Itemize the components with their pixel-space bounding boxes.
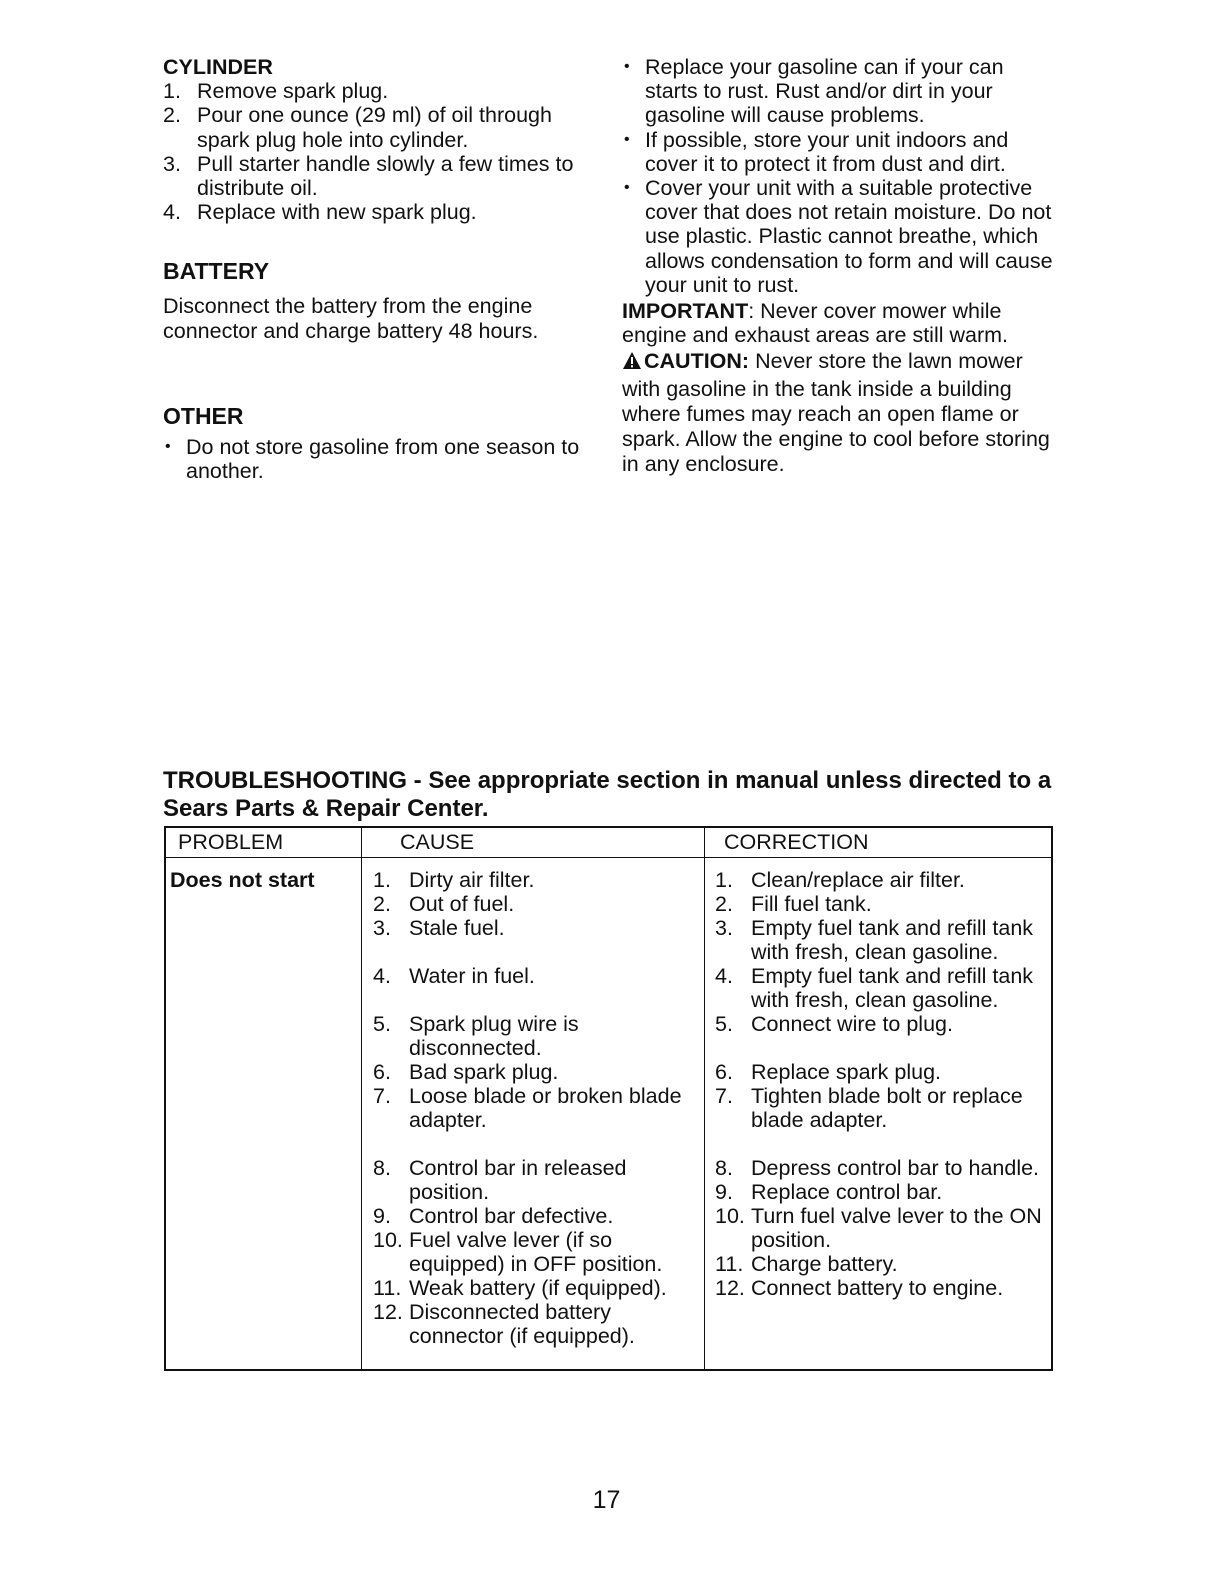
step-number: 1. xyxy=(163,79,181,104)
list-item xyxy=(163,103,583,151)
item-text: Replace control bar. xyxy=(751,1180,943,1204)
list-item xyxy=(715,1252,1055,1276)
list-item xyxy=(715,1060,1055,1084)
other-bullets xyxy=(163,435,583,483)
list-item xyxy=(622,176,1062,297)
list-item xyxy=(373,868,703,892)
item-number: 3. xyxy=(715,916,733,940)
list-item xyxy=(622,55,1062,128)
storage-bullets xyxy=(622,55,1062,297)
list-item xyxy=(715,868,1055,892)
cylinder-steps xyxy=(163,79,583,224)
important-note xyxy=(622,299,1062,347)
list-item xyxy=(373,1300,703,1348)
item-text: Connect battery to engine. xyxy=(751,1276,1004,1300)
item-number: 12. xyxy=(373,1300,403,1324)
bullet-text: Replace your gasoline can if your can starts to rust. Rust and/or dirt in your gasoline will cause problems. xyxy=(645,55,1004,128)
right-column xyxy=(622,55,1062,477)
bullet-text: Do not store gasoline from one season to another. xyxy=(186,434,580,484)
troubleshooting-title: TROUBLESHOOTING - See appropriate section in manual unless directed to a Sears Parts & Repair Center. xyxy=(163,767,1052,822)
step-text: Pull starter handle slowly a few times to distribute oil. xyxy=(197,151,574,201)
list-item xyxy=(715,1012,1055,1036)
list-item xyxy=(715,916,1055,964)
item-text: Charge battery. xyxy=(751,1252,898,1276)
table-header xyxy=(166,828,1051,858)
item-number: 11. xyxy=(715,1252,744,1276)
item-text: Disconnected battery connector (if equipped). xyxy=(409,1300,635,1348)
column-divider xyxy=(361,828,362,1369)
list-item xyxy=(373,1084,703,1132)
bullet-icon: • xyxy=(624,179,630,197)
bullet-icon: • xyxy=(624,58,630,75)
cause-list xyxy=(373,868,703,1348)
item-text: Empty fuel tank and refill tank with fresh, clean gasoline. xyxy=(751,964,1034,1012)
item-text: Dirty air filter. xyxy=(409,868,535,892)
item-text: Out of fuel. xyxy=(409,892,515,916)
header-problem: PROBLEM xyxy=(178,830,284,854)
item-number: 8. xyxy=(373,1156,391,1180)
bullet-icon: • xyxy=(624,130,630,148)
item-number: 5. xyxy=(715,1012,733,1036)
list-item xyxy=(163,79,583,103)
header-correction: CORRECTION xyxy=(724,830,869,854)
list-item xyxy=(715,1276,1055,1300)
item-number: 8. xyxy=(715,1156,733,1180)
list-item xyxy=(373,1228,703,1276)
list-item xyxy=(373,916,703,940)
problem-cell: Does not start xyxy=(170,868,315,892)
cylinder-heading: CYLINDER xyxy=(163,55,273,79)
item-text: Control bar in released position. xyxy=(409,1156,627,1204)
item-number: 10. xyxy=(715,1204,745,1228)
item-number: 11. xyxy=(373,1276,402,1300)
step-number: 4. xyxy=(163,200,181,225)
item-number: 10. xyxy=(373,1228,403,1252)
list-item xyxy=(715,1156,1055,1180)
step-text: Replace with new spark plug. xyxy=(197,200,477,225)
list-item xyxy=(715,892,1055,916)
list-item xyxy=(163,200,583,224)
list-item xyxy=(373,964,703,988)
important-label: IMPORTANT xyxy=(622,299,749,324)
item-text: Water in fuel. xyxy=(409,964,535,988)
item-number: 9. xyxy=(715,1180,733,1204)
item-number: 7. xyxy=(715,1084,733,1108)
list-item xyxy=(715,1204,1055,1252)
page-number: 17 xyxy=(592,1486,621,1514)
item-number: 1. xyxy=(373,868,391,892)
item-number: 4. xyxy=(715,964,733,988)
correction-list xyxy=(715,868,1055,1300)
list-item xyxy=(715,964,1055,1012)
bullet-text: If possible, store your unit indoors and cover it to protect it from dust and dirt. xyxy=(645,127,1009,176)
item-number: 3. xyxy=(373,916,391,940)
troubleshooting-table xyxy=(164,826,1053,1371)
item-number: 12. xyxy=(715,1276,745,1300)
item-number: 9. xyxy=(373,1204,391,1228)
item-text: Fill fuel tank. xyxy=(751,892,872,916)
list-item xyxy=(373,1012,703,1060)
header-cause: CAUSE xyxy=(400,830,475,854)
item-text: Weak battery (if equipped). xyxy=(409,1276,667,1300)
step-text: Remove spark plug. xyxy=(197,79,389,104)
item-number: 6. xyxy=(715,1060,733,1084)
item-text: Connect wire to plug. xyxy=(751,1012,953,1036)
list-item xyxy=(373,1204,703,1228)
item-number: 4. xyxy=(373,964,391,988)
cause-cell xyxy=(373,868,703,1348)
item-number: 2. xyxy=(373,892,391,916)
bullet-text: Cover your unit with a suitable protective cover that does not retain moisture. Do not use plastic. Plastic cannot breathe, which allows condensation to form and will cause your unit to rust. xyxy=(645,176,1053,297)
bullet-icon: • xyxy=(165,437,171,455)
item-text: Spark plug wire is disconnected. xyxy=(409,1012,579,1060)
list-item xyxy=(715,1084,1055,1132)
item-text: Bad spark plug. xyxy=(409,1060,559,1084)
item-text: Tighten blade bolt or replace blade adapter. xyxy=(751,1084,1023,1132)
list-item xyxy=(622,128,1062,176)
item-text: Clean/replace air filter. xyxy=(751,868,965,892)
item-number: 1. xyxy=(715,868,733,892)
caution-label: CAUTION: xyxy=(644,349,750,374)
other-heading: OTHER xyxy=(163,402,244,429)
list-item xyxy=(715,1180,1055,1204)
item-number: 6. xyxy=(373,1060,391,1084)
item-text: Depress control bar to handle. xyxy=(751,1156,1040,1180)
list-item xyxy=(373,1060,703,1084)
important-text: : Never cover mower while engine and exhaust areas are still warm. xyxy=(622,299,1009,348)
warning-triangle-icon xyxy=(622,351,642,376)
item-text: Fuel valve lever (if so equipped) in OFF position. xyxy=(409,1228,663,1276)
item-text: Turn fuel valve lever to the ON position. xyxy=(751,1204,1042,1252)
caution-note xyxy=(622,349,1062,477)
item-text: Stale fuel. xyxy=(409,916,505,940)
battery-text: Disconnect the battery from the engine connector and charge battery 48 hours. xyxy=(163,294,539,343)
step-number: 2. xyxy=(163,103,181,128)
item-number: 7. xyxy=(373,1084,391,1108)
step-text: Pour one ounce (29 ml) of oil through spark plug hole into cylinder. xyxy=(197,103,552,152)
correction-cell xyxy=(715,868,1055,1300)
item-text: Loose blade or broken blade adapter. xyxy=(409,1084,682,1132)
list-item xyxy=(373,892,703,916)
item-text: Empty fuel tank and refill tank with fresh, clean gasoline. xyxy=(751,916,1034,964)
item-number: 2. xyxy=(715,892,733,916)
list-item xyxy=(373,1156,703,1204)
item-number: 5. xyxy=(373,1012,391,1036)
column-divider xyxy=(704,828,705,1369)
step-number: 3. xyxy=(163,151,181,176)
battery-heading: BATTERY xyxy=(163,258,270,285)
list-item xyxy=(163,152,583,200)
item-text: Control bar defective. xyxy=(409,1204,614,1228)
list-item xyxy=(373,1276,703,1300)
list-item xyxy=(163,435,583,483)
item-text: Replace spark plug. xyxy=(751,1060,942,1084)
left-column xyxy=(163,55,583,483)
caution-text: Never store the lawn mower with gasoline in the tank inside a building where fumes may reach an open flame or spark. Allow the engine to cool before storing in any enclosure. xyxy=(622,349,1050,477)
